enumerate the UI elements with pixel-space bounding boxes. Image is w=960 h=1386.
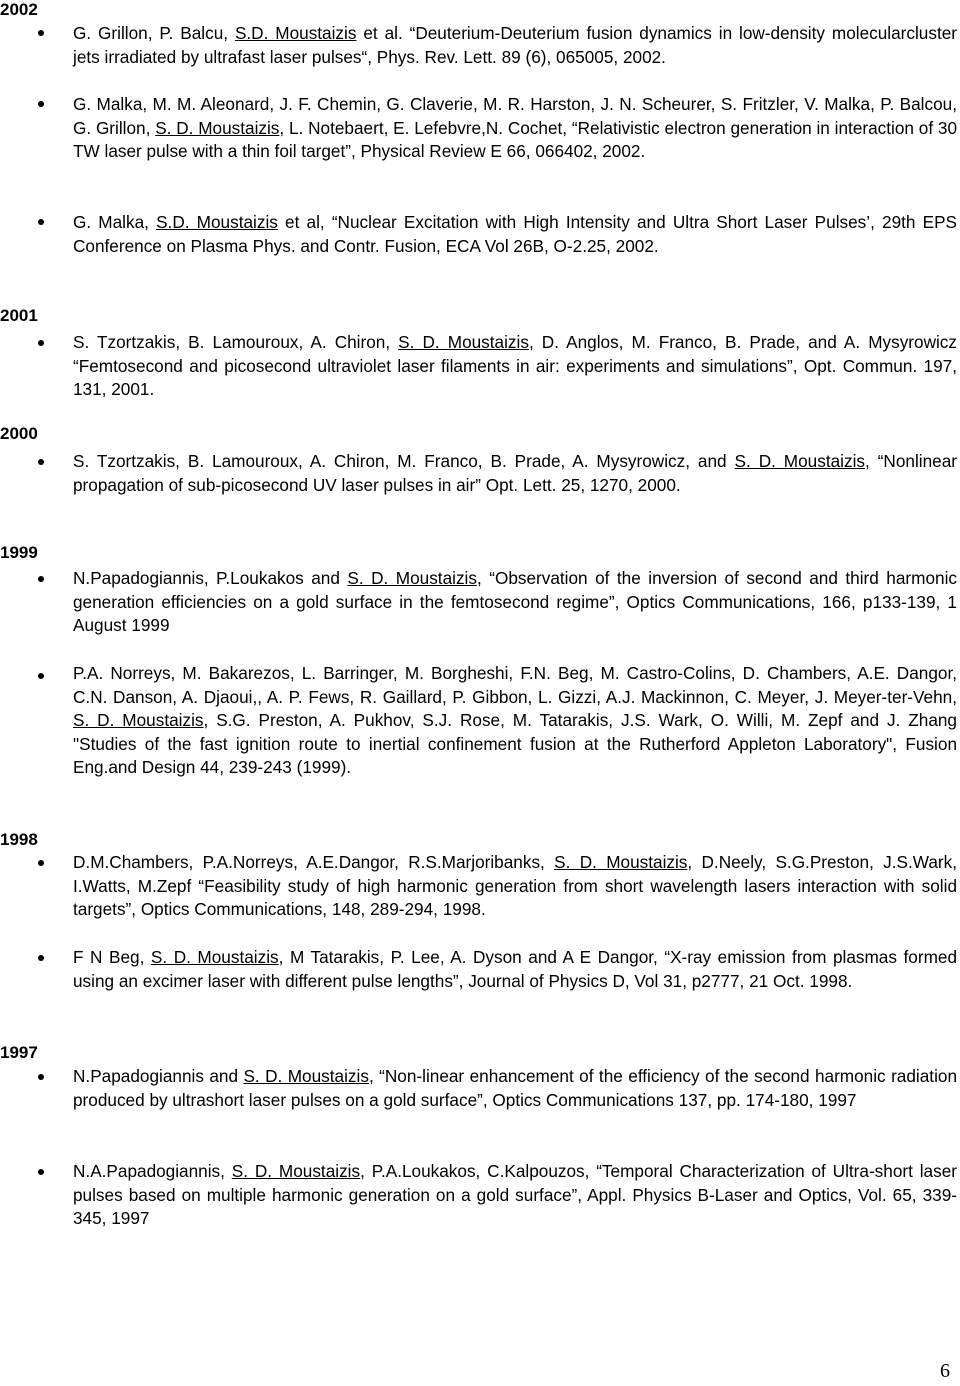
year-heading: 1998 xyxy=(0,830,38,849)
citation-text: , “Nonlinear propagation of sub-picosecond UV laser pulses in air” Opt. Lett. 25, 1270, 2000. xyxy=(73,451,957,495)
citation-text: , D.Neely, S.G.Preston, J.S.Wark, I.Watts, M.Zepf “Feasibility study of high harmonic generation from short wavelength lasers interaction with solid targets”, Optics Communications, 148, 289-294, 1998. xyxy=(73,852,958,920)
publication-entry xyxy=(73,946,957,993)
citation-text: , “Observation of the inversion of second and third harmonic generation efficiencies on a gold surface in the femtosecond regime”, Optics Communications, 166, p133-139, 1 August 1999 xyxy=(73,568,957,636)
citation-text: et al. “Deuterium-Deuterium fusion dynamics in low-density molecularcluster jets irradiated by ultrafast laser pulses“, Phys. Rev. Lett. 89 (6), 065005, 2002. xyxy=(73,23,958,67)
publication-entry xyxy=(73,567,957,638)
bullet-icon xyxy=(38,101,44,107)
citation-text: , M Tatarakis, P. Lee, A. Dyson and A E Dangor, “X-ray emission from plasmas formed using an excimer laser with different pulse lengths”, Journal of Physics D, Vol 31, p2777, 21 Oct. 1998. xyxy=(73,947,957,991)
citation-text: , “Non-linear enhancement of the efficiency of the second harmonic radiation produced by ultrashort laser pulses on a gold surface”, Optics Communications 137, pp. 174-180, 1997 xyxy=(73,1066,958,1110)
authors-text: P.A. Norreys, M. Bakarezos, L. Barringer, M. Borgheshi, F.N. Beg, M. Castro-Colins, D. Chambers, A.E. Dangor, C.N. Danson, A. Djaoui,, A. P. Fews, R. Gaillard, P. Gibbon, L. Gizzi, A.J. Mackinnon, C. Meyer, J. Meyer-ter-Vehn, xyxy=(73,663,957,707)
bullet-icon xyxy=(38,219,44,225)
highlighted-author: S.D. Moustaizis xyxy=(234,23,357,43)
authors-text: N.Papadogiannis and xyxy=(73,1066,244,1086)
citation-text: , L. Notebaert, E. Lefebvre,N. Cochet, “Relativistic electron generation in interaction of 30 TW laser pulse with a thin foil target”, Physical Review E 66, 066402, 2002. xyxy=(73,117,958,162)
authors-text: N.A.Papadogiannis, xyxy=(73,1161,232,1181)
bullet-icon xyxy=(38,30,44,36)
bullet-icon xyxy=(38,860,44,866)
page-number: 6 xyxy=(940,1360,950,1382)
authors-text: N.Papadogiannis, P.Loukakos and xyxy=(73,568,348,588)
highlighted-author: S. D. Moustaizis xyxy=(734,451,865,471)
publication-entry xyxy=(73,662,957,780)
publication-entry xyxy=(73,22,957,69)
publication-entry xyxy=(73,851,957,922)
bullet-icon xyxy=(38,1074,44,1080)
bullet-icon xyxy=(38,459,44,465)
publication-entry xyxy=(73,211,957,258)
authors-text: G. Malka, M. M. Aleonard, J. F. Chemin, G. Claverie, M. R. Harston, J. N. Scheurer, S. Fritzler, V. Malka, P. Balcou, G. Grillon, xyxy=(73,94,957,138)
bullet-icon xyxy=(38,576,44,582)
citation-text: , S.G. Preston, A. Pukhov, S.J. Rose, M. Tatarakis, J.S. Wark, O. Willi, M. Zepf and J. Zhang "Studies of the fast ignition route to inertial confinement fusion at the Rutherford Appleton Laboratory", Fusion Eng.and Design 44, 239-243 (1999). xyxy=(73,710,957,778)
highlighted-author: S. D. Moustaizis xyxy=(554,852,688,872)
authors-text: G. Malka, xyxy=(73,212,157,232)
year-heading: 2000 xyxy=(0,424,38,443)
year-heading: 2001 xyxy=(0,306,38,325)
authors-text: D.M.Chambers, P.A.Norreys, A.E.Dangor, R.S.Marjoribanks, xyxy=(73,852,555,872)
publication-entry xyxy=(73,450,957,497)
citation-text: , D. Anglos, M. Franco, B. Prade, and A. Mysyrowicz “Femtosecond and picosecond ultraviolet laser filaments in air: experiments and simulations”, Opt. Commun. 197, 131, 2001. xyxy=(73,332,957,400)
year-heading: 1997 xyxy=(0,1043,38,1062)
highlighted-author: S. D. Moustaizis xyxy=(155,117,280,138)
publication-entry xyxy=(73,331,957,402)
authors-text: G. Grillon, P. Balcu, xyxy=(73,23,235,43)
bullet-icon xyxy=(38,1169,44,1175)
publication-entry xyxy=(73,93,957,164)
publication-entry xyxy=(73,1160,957,1231)
highlighted-author: S. D. Moustaizis xyxy=(243,1066,369,1086)
citation-text: , P.A.Loukakos, C.Kalpouzos, “Temporal Characterization of Ultra-short laser pulses based on multiple harmonic generation on a gold surface”, Appl. Physics B-Laser and Optics, Vol. 65, 339-345, 1997 xyxy=(73,1161,957,1229)
highlighted-author: S. D. Moustaizis xyxy=(231,1161,361,1181)
year-heading: 2002 xyxy=(0,0,38,19)
highlighted-author: S. D. Moustaizis xyxy=(73,710,204,731)
highlighted-author: S. D. Moustaizis xyxy=(398,332,529,352)
authors-text: S. Tzortzakis, B. Lamouroux, A. Chiron, M. Franco, B. Prade, A. Mysyrowicz, and xyxy=(73,451,735,471)
bullet-icon xyxy=(38,340,44,346)
citation-text: et al, “Nuclear Excitation with High Intensity and Ultra Short Laser Pulses’, 29th EPS Conference on Plasma Phys. and Contr. Fusion, ECA Vol 26B, O-2.25, 2002. xyxy=(73,212,958,256)
highlighted-author: S. D. Moustaizis xyxy=(150,947,279,967)
authors-text: S. Tzortzakis, B. Lamouroux, A. Chiron, xyxy=(73,332,399,352)
year-heading: 1999 xyxy=(0,543,38,562)
bullet-icon xyxy=(38,673,44,679)
bullet-icon xyxy=(38,955,44,961)
highlighted-author: S. D. Moustaizis xyxy=(347,568,477,588)
publication-entry xyxy=(73,1065,957,1112)
authors-text: F N Beg, xyxy=(73,947,151,967)
highlighted-author: S.D. Moustaizis xyxy=(156,212,278,232)
